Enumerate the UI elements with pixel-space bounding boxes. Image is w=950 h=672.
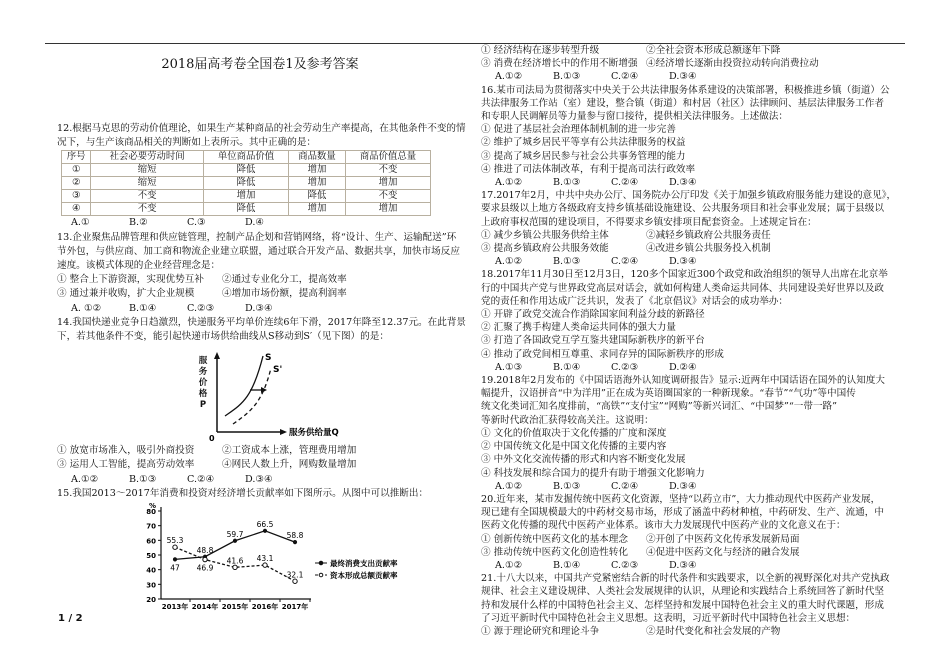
table-cell: 不变 [91,203,204,216]
option: ③ 消费在经济增长中的作用不断增强 [481,58,638,70]
data-label: 46.9 [196,563,214,573]
table-cell: 降低 [288,190,345,203]
q15-answers [481,70,906,83]
q19-block [481,374,906,493]
q17-block [481,189,906,268]
data-point [293,579,297,583]
stem-line: 幅提升，汉语拼音“中为洋用”正在成为英语圈国家的一种新现象。“春节”“气功”等中国传 [481,388,856,400]
y-tick-label: 60 [146,537,156,546]
q20-options [481,533,906,559]
q13-stem [57,231,467,274]
option-row [481,44,906,57]
option: ③ 提高乡镇政府公共服务效能 [481,243,609,255]
answer-choice: B.①④ [553,361,581,373]
q12-stem: 12.根据马克思的劳动价值理论，如果生产某种商品的社会劳动生产率提高，在其他条件不变的情 况下，与生产该商品相关的判断如上表所示。其中正确的是： [57,123,466,149]
option-row [481,625,906,638]
q20-stem [481,493,906,533]
stem-line: 行的中国共产党与世界政党高层对话会，就如何构建人类命运共同体、共同建设美好世界以及政 [481,282,884,294]
table-cell: 降低 [204,177,289,190]
table-cell: 降低 [204,203,289,216]
data-point [233,539,236,542]
q14-answers [57,473,467,487]
table-row [62,203,431,216]
option: ③ 通过兼并收购，扩大企业规模 [57,288,195,300]
option: ① 文化的价值取决于文化传播的广度和深度 [481,427,667,439]
answer-choice: A.①② [495,559,523,571]
q18-block [481,268,906,374]
answer-choice: D.③④ [669,177,697,189]
label-s-prime: S' [273,365,283,376]
answer-choice: A.①② [495,71,523,83]
q18-options [481,308,906,361]
option-row [57,444,467,458]
stem-line: 14.我国快递业竞争日趋激烈，快递服务平均单价连续6年下滑，2017年降至12.37元。在此背景 [57,316,467,328]
option: ②开创了中医药文化传承发展新局面 [646,533,800,545]
answer-choice: B.①④ [553,559,581,571]
answer-choice: C.②③ [187,302,215,314]
option: ③ 运用人工智能，提高劳动效率 [57,459,195,471]
table-header-cell: 商品价值总量 [346,151,431,164]
option-row [481,57,906,70]
table-row [62,177,431,190]
stem-line: 速度。该模式体现的企业经营理念是： [57,260,221,272]
option-row [57,458,467,472]
data-label: 58.8 [286,531,304,541]
data-point [173,558,176,561]
option: ②是时代变化和社会发展的产物 [646,625,781,637]
option: ① 源于理论研究和理论斗争 [481,625,600,637]
answer-choice: A.①② [495,480,523,492]
y-arrow-icon [214,352,220,359]
q14-stem [57,316,467,344]
q19-answers [481,480,906,493]
x-arrow-icon [280,429,287,435]
q15-block [481,44,906,84]
q16-stem [481,84,906,124]
option: ① 减少乡镇公共服务供给主体 [481,229,609,241]
page-number: 1 / 2 [58,613,83,624]
answer-choice: A.① [71,217,90,229]
answer-choice: C.③ [187,217,206,229]
table-cell: ① [62,164,91,177]
data-label: 47 [170,563,180,573]
answer-choice: B.①③ [553,480,581,492]
table-header-cell: 单位商品价值 [204,151,289,164]
q21-block [481,572,906,638]
data-point [203,557,207,561]
table-cell: 降低 [204,164,289,177]
data-label: 48.8 [196,545,214,555]
stem-line: 共法律服务工作站（室）建设，整合镇（街道）和村居（社区）法律顾问、基层法律服务工作者 [481,97,884,109]
stem-line: 等新时代政治汇获得较高关注。这说明： [481,414,654,426]
curve-s-prime [233,368,271,424]
stem-line: 医药文化传播的现代中医药产业体系。该市大力发展现代中医药产业的文化意义在于： [481,520,846,532]
q19-stem [481,374,906,427]
origin-label: 0 [209,434,215,444]
option: ④改进乡镇公共服务投入机制 [646,243,771,255]
legend-label: 最终消费支出贡献率 [330,559,398,569]
q13-answers [57,302,467,316]
stem-line: 和专职人民调解员等力量参与窗口接待，提供相关法律服务。上述做法： [481,111,788,123]
q12-answers [57,216,467,230]
table-cell: ③ [62,190,91,203]
option: ②工资成本上涨，管理费用增加 [222,445,357,457]
data-label: 55.3 [166,536,184,546]
table-cell: 不变 [346,190,431,203]
option-row [481,546,906,559]
q16-block [481,84,906,190]
answer-choice: B.①③ [553,256,581,268]
y-axis-label: 服务价格P [198,356,208,411]
left-column [57,122,467,624]
contribution-line-chart [57,501,467,619]
option-row [481,229,906,242]
x-tick-label: 2014年 [191,603,219,612]
option: ① 经济结构在逐步转型升级 [481,45,600,56]
data-point [263,529,266,532]
table-cell: ④ [62,203,91,216]
answer-choice: D.③④ [669,559,697,571]
q15-stem: 15.我国2013～2017年消费和投资对经济增长贡献率如下图所示。从图中可以推断出： [57,487,429,499]
q17-stem [481,189,906,229]
q21-options [481,625,906,638]
option: ① 整合上下游资源，实现优势互补 [57,274,204,286]
answer-choice: B.①④ [129,302,157,314]
option: ③ 提高了城乡居民参与社会公共事务管理的能力 [481,150,686,162]
q21-stem [481,572,906,625]
q20-block [481,493,906,572]
x-tick-label: 2017年 [281,603,309,612]
answer-choice: C.②④ [611,177,639,189]
table-cell: 增加 [288,164,345,177]
y-tick-label: 30 [146,581,156,590]
answer-choice: A.①② [495,177,523,189]
stem-line: 21.十八大以来，中国共产党紧密结合新的时代条件和实践要求，以全新的视野深化对共产党执政 [481,573,890,585]
stem-line: 18.2017年11月30日至12月3日，120多个国家近300个政党和政治组织的领导人出席在北京举 [481,269,888,281]
stem-line: 规律、社会主义建设规律、人类社会发展规律的认识，从理论和实践结合上系统回答了新时代坚 [481,586,884,598]
right-column [481,44,906,638]
stem-line: 20.近年来，某市发掘传统中医药文化资源，坚持“以药立市”，大力推动现代中医药产业发展， [481,493,881,505]
answer-choice: D.③④ [245,473,273,485]
option: ②全社会资本形成总额逐年下降 [646,45,781,56]
option: ① 创新传统中医药文化的基本理念 [481,533,628,545]
answer-choice: C.②④ [187,473,215,485]
shift-arrow-icon [261,387,267,393]
y-tick-label: 70 [146,522,156,531]
table-header-cell: 商品数量 [288,151,345,164]
answer-choice: D.③④ [245,302,273,314]
answer-choice: A. ①② [71,302,102,314]
table-cell: 不变 [91,190,204,203]
data-point [233,565,237,569]
option-row [481,533,906,546]
option: ③ 推动传统中医药文化创造性转化 [481,546,628,558]
legend-label: 资本形成总额贡献率 [330,571,398,581]
option: ②减轻乡镇政府公共服务责任 [646,229,771,241]
data-label: 66.5 [256,519,274,529]
data-point [293,541,296,544]
q17-options [481,229,906,255]
answer-choice: D.③④ [669,256,697,268]
y-tick-label: 40 [146,566,156,575]
option: ① 放宽市场准入，吸引外商投资 [57,445,195,457]
q20-answers [481,559,906,572]
legend-marker [319,573,323,577]
q13-options [57,273,467,301]
data-point [173,545,177,549]
table-cell: 增加 [288,203,345,216]
option: ② 维护了城乡居民平等享有公共法律服务的权益 [481,137,686,149]
option: ③ 中外文化交流传播的形式和内容不断变化发展 [481,454,686,466]
option: ④ 科技发展和综合国力的提升有助于增强文化影响力 [481,467,705,479]
x-axis-label: 服务供给量Q [289,428,339,439]
option: ② 中国传统文化是中国文化传播的主要内容 [481,441,667,453]
q18-answers [481,361,906,374]
option: ③ 打造了各国政党互学互鉴共建国际新秩序的新平台 [481,335,705,347]
table-row [62,164,431,177]
answer-choice: C.②④ [611,256,639,268]
table-cell: 增加 [346,203,431,216]
data-point [263,563,267,567]
answer-choice: B.② [129,217,148,229]
table-cell: ② [62,177,91,190]
option: ④促进中医药文化与经济的融合发展 [646,546,800,558]
option: ②通过专业化分工，提高效率 [222,274,347,286]
option: ④增加市场份额，提高利润率 [222,288,347,300]
stem-line: 13.企业聚焦品牌管理和供应链管理，控制产品企划和营销网络，将“设计、生产、运输配送”环 [57,231,457,243]
supply-curve-graph [57,344,467,444]
stem-line: 16.某市司法局为贯彻落实中央关于公共法律服务体系建设的决策部署，积极推进乡镇（街道）公 [481,84,890,96]
data-label: 32.1 [286,570,304,580]
table-cell: 缩短 [91,164,204,177]
curve-s [225,356,263,416]
stem-line: 19.2018年2月发布的《中国话语海外认知度调研报告》显示:近两年中国话语在国外的认知度大 [481,375,885,387]
stem-line: 党的责任和作用达成广泛共识，发表了《北京倡议》对话会的成功举办： [481,295,788,307]
data-label: 41.6 [226,556,244,566]
answer-choice: D.④ [245,217,264,229]
answer-choice: A.①② [71,473,99,485]
label-s: S [265,353,272,364]
table-header-cell: 序号 [62,151,91,164]
q18-stem [481,268,906,308]
table-header-row [62,151,431,164]
table-cell: 不变 [346,164,431,177]
answer-choice: C.②④ [611,480,639,492]
page-title: 2018届高考卷全国卷1及参考答案 [161,57,359,72]
stem-line: 节外包，与供应商、加工商和物流企业建立联盟，通过联合开发产品、数据共享，加快市场反应 [57,245,460,257]
q15-options [481,44,906,70]
answer-choice: B.①③ [129,473,157,485]
answer-choice: B.①③ [553,177,581,189]
answer-choice: A.①② [495,256,523,268]
answer-choice: C.②③ [611,559,639,571]
answer-choice: C.②④ [611,71,639,83]
q17-answers [481,255,906,268]
option-row [57,287,467,301]
option: ④ 推动了政党间相互尊重、求同存异的国际新秩序的形成 [481,348,724,360]
option-row [57,273,467,287]
stem-line: 17.2017年2月，中共中央办公厅、国务院办公厅印发《关于加强乡镇政府服务能力建设的意见》， [481,190,897,202]
option: ④经济增长逐渐由投资拉动转向消费拉动 [646,58,819,70]
q14-options [57,444,467,472]
x-tick-label: 2015年 [221,603,249,612]
answer-choice: B.①③ [553,71,581,83]
y-tick-label: 50 [146,552,156,561]
table-row [62,190,431,203]
y-unit-label: % [149,502,157,511]
option: ④ 推进了司法体制改革，有利于提高司法行政效率 [481,163,696,175]
table-cell: 增加 [346,177,431,190]
y-tick-label: 80 [146,508,156,517]
stem-line: 上政府事权范围的建设项目，不得要求乡镇安排项目配套资金。上述规定旨在： [481,216,817,228]
option-row [481,242,906,255]
legend-marker [319,561,323,565]
q16-answers [481,176,906,189]
stem-line: 持和发展什么样的中国特色社会主义、怎样坚持和发展中国特色社会主义的重大时代课题，形成 [481,599,884,611]
option: ④网民人数上升，网购数量增加 [222,459,357,471]
table-cell: 缩短 [91,177,204,190]
data-label: 43.1 [256,554,274,564]
stem-line: 要求县级以上地方各级政府支持乡镇基础设施建设、公共服务项目和社会事业发展；属于县级以 [481,203,884,215]
q16-options [481,123,906,176]
x-tick-label: 2013年 [161,603,189,612]
x-tick-label: 2016年 [251,603,279,612]
stem-line: 现已建有全国规模最大的中药材交易市场，形成了涵盖中药材种植，中药研发、生产、流通，中 [481,507,884,519]
y-tick-label: 20 [146,596,156,605]
answer-choice: D.③④ [669,480,697,492]
stem-line: 了习近平新时代中国特色社会主义思想。这表明，习近平新时代中国特色社会主义思想： [481,612,856,624]
stem-line: 统文化类词汇知名度排前，“高铁”“支付宝”“网购”等新兴词汇、“中国梦”“一带一路” [481,401,838,413]
q19-options [481,427,906,480]
option: ① 开辟了政党交流合作消除国家间利益分歧的新路径 [481,309,705,321]
answer-choice: D.③④ [669,71,697,83]
answer-choice: C.②③ [611,361,639,373]
answer-choice: A.①③ [495,361,523,373]
option: ② 汇聚了携手构建人类命运共同体的强大力量 [481,322,676,334]
table-cell: 增加 [288,177,345,190]
q12-table [61,150,431,216]
stem-line: 下，若其他条件不变，能引起快递市场供给曲线从S移动到S′（见下图）的是： [57,331,389,343]
option: ① 促进了基层社会治理体制机制的进一步完善 [481,124,676,136]
table-header-cell: 社会必要劳动时间 [91,151,204,164]
answer-choice: D.②④ [669,361,697,373]
data-label: 59.7 [226,529,244,539]
table-cell: 增加 [204,190,289,203]
